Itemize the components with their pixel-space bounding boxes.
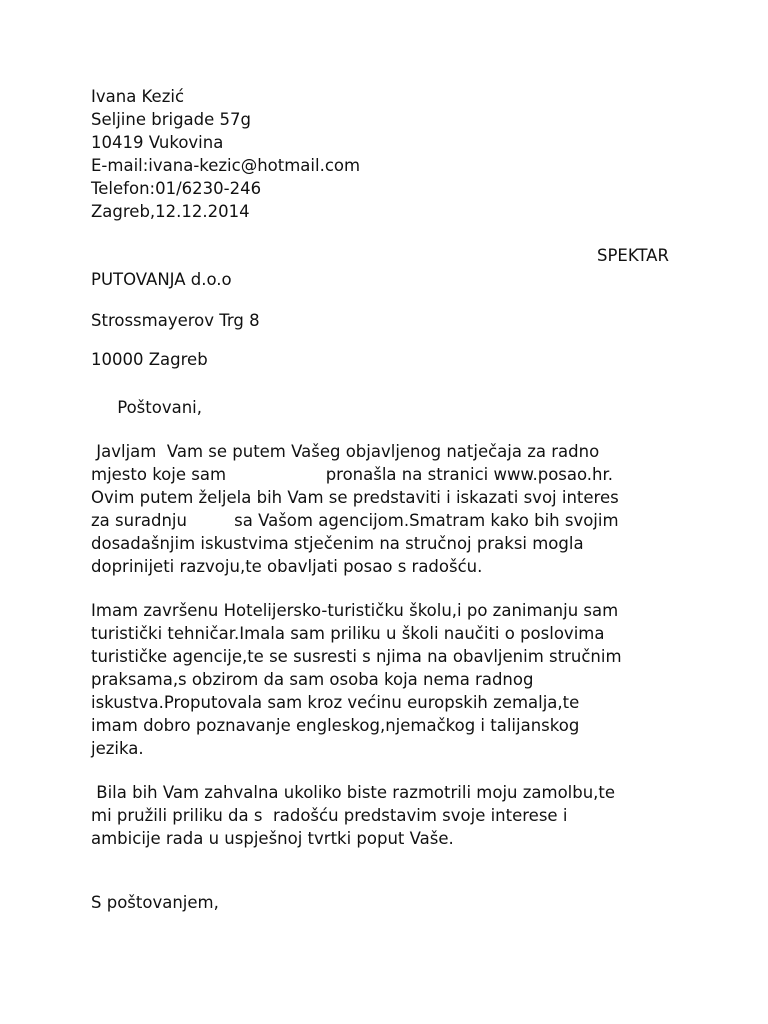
recipient-name-part2: PUTOVANJA d.o.o [91,270,232,289]
recipient-city: 10000 Zagreb [91,350,208,369]
paragraph1-line: za suradnju sa Vašom agencijom.Smatram kako bih svojim [91,511,619,530]
paragraph2-line: praksama,s obzirom da sam osoba koja nema radnog [91,670,534,689]
sender-street: Seljine brigade 57g [91,110,251,129]
salutation: Poštovani, [91,398,203,417]
sender-name: Ivana Kezić [91,87,185,106]
paragraph2-line: jezika. [91,739,144,758]
paragraph1-line: Ovim putem željela bih Vam se predstaviti i iskazati svoj interes [91,488,619,507]
paragraph2-line: Imam završenu Hotelijersko-turističku školu,i po zanimanju sam [91,601,619,620]
sender-place-date: Zagreb,12.12.2014 [91,202,250,221]
paragraph3-line: Bila bih Vam zahvalna ukoliko biste razmotrili moju zamolbu,te [91,783,616,802]
paragraph2-line: iskustva.Proputovala sam kroz većinu europskih zemalja,te [91,693,580,712]
sender-email: E-mail:ivana-kezic@hotmail.com [91,156,361,175]
closing: S poštovanjem, [91,893,219,912]
recipient-street: Strossmayerov Trg 8 [91,311,260,330]
recipient-name-part1: SPEKTAR [597,246,669,265]
sender-phone: Telefon:01/6230-246 [91,179,262,198]
paragraph2-line: turističke agencije,te se susresti s njima na obavljenim stručnim [91,647,622,666]
paragraph2-line: turistički tehničar.Imala sam priliku u školi naučiti o poslovima [91,624,605,643]
paragraph2-line: imam dobro poznavanje engleskog,njemačkog i talijanskog [91,716,580,735]
paragraph3-line: mi pružili priliku da s radošću predstavim svoje interese i [91,806,568,825]
paragraph1-line: dosadašnjim iskustvima stječenim na stručnoj praksi mogla [91,534,584,553]
paragraph1-line: mjesto koje sam pronašla na stranici www.posao.hr. [91,465,614,484]
paragraph1-line: doprinijeti razvoju,te obavljati posao s radošću. [91,557,483,576]
sender-city: 10419 Vukovina [91,133,224,152]
paragraph1-line: Javljam Vam se putem Vašeg objavljenog natječaja za radno [91,442,600,461]
paragraph3-line: ambicije rada u uspješnoj tvrtki poput Vaše. [91,829,454,848]
